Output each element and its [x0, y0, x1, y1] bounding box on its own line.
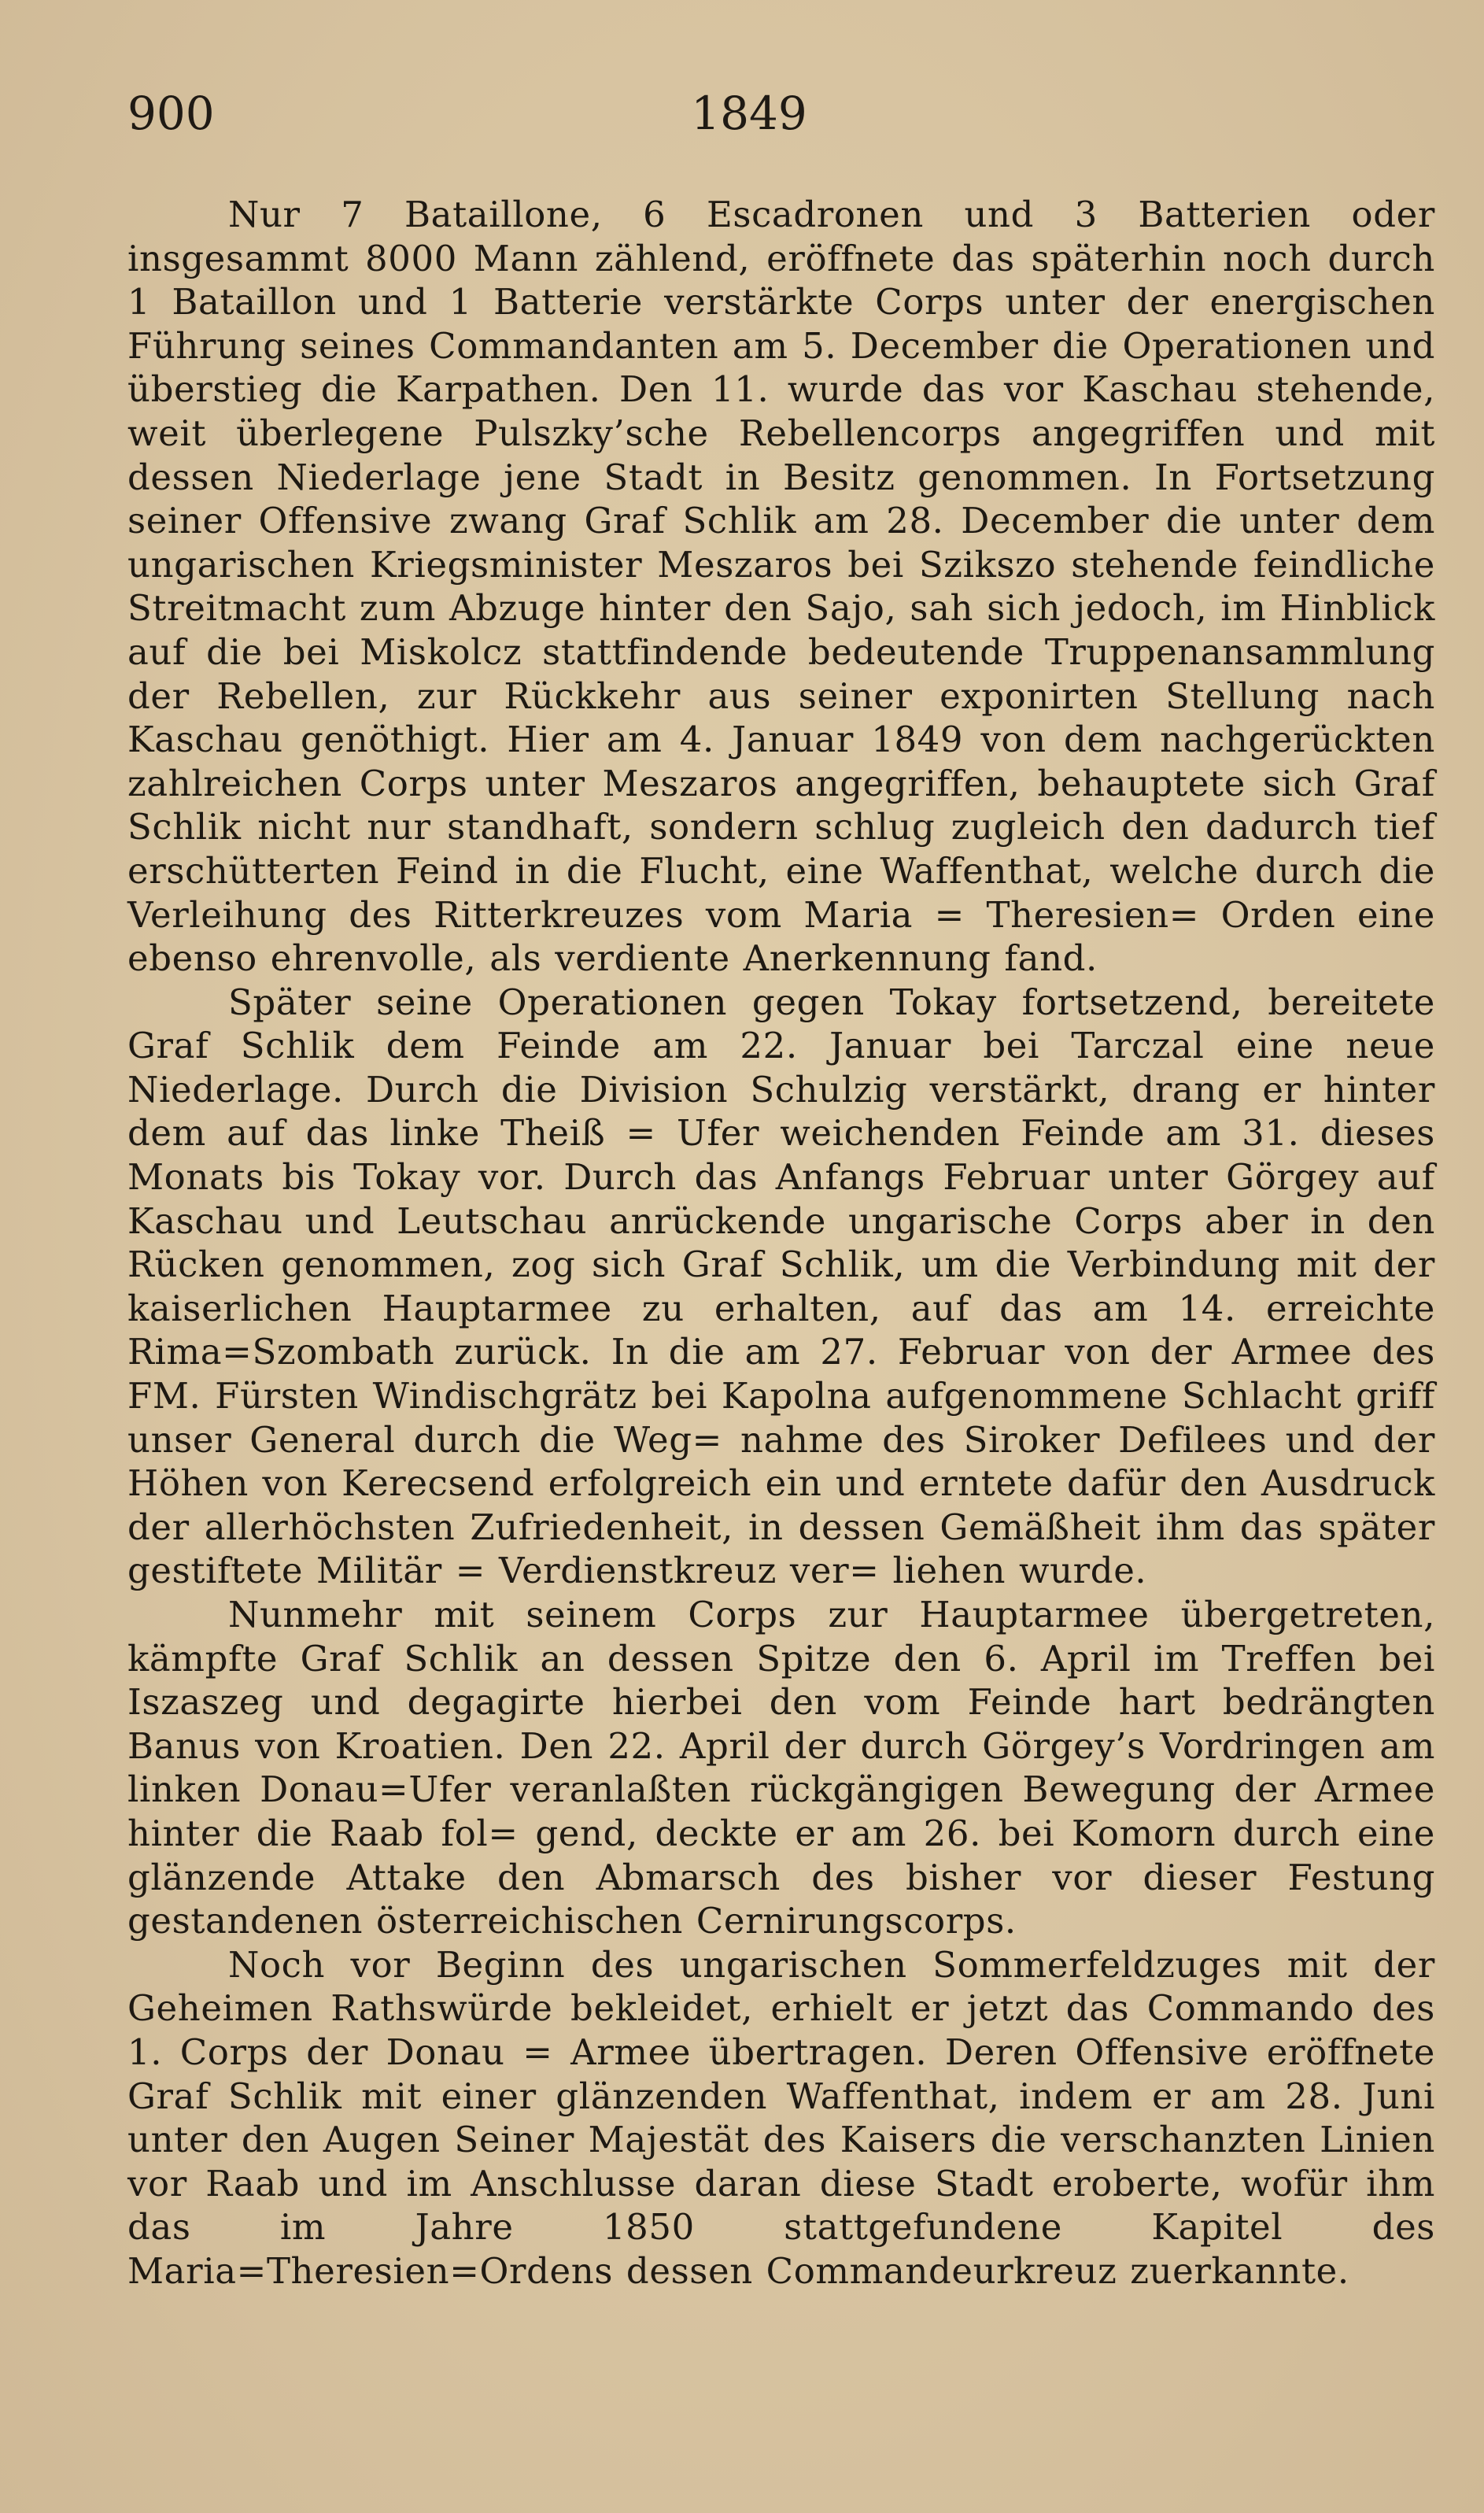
paragraph: Später seine Operationen gegen Tokay fortsetzend, bereitete Graf Schlik dem Feinde am 22. Januar bei Tarczal eine neue Niederlage. Durch die Division Schulzig verstärkt, drang er hinter dem auf das linke Theiß = Ufer weichenden Feinde am 31. dieses Monats bis Tokay vor. Durch das Anfangs Februar unter Görgey auf Kaschau und Leutschau anrückende ungarische Corps aber in den Rücken genommen, zog sich Graf Schlik, um die Verbindung mit der kaiserlichen Hauptarmee zu erhalten, auf das am 14. erreichte Rima=Szombath zurück. In die am 27. Februar von der Armee des FM. Fürsten Windischgrätz bei Kapolna aufgenommene Schlacht griff unser General durch die Weg= nahme des Siroker Defilees und der Höhen von Kerecsend erfolgreich ein und erntete dafür den Ausdruck der allerhöchsten Zufriedenheit, in dessen Gemäßheit ihm das später gestiftete Militär = Verdienstkreuz ver= liehen wurde.	[127, 981, 1435, 1592]
running-head-year: 1849	[691, 87, 807, 140]
paragraph: Nunmehr mit seinem Corps zur Hauptarmee übergetreten, kämpfte Graf Schlik an dessen Spitze den 6. April im Treffen bei Iszaszeg und degagirte hierbei den vom Feinde hart bedrängten Banus von Kroatien. Den 22. April der durch Görgey’s Vordringen am linken Donau=Ufer veranlaßten rückgängigen Bewegung der Armee hinter die Raab fol= gend, deckte er am 26. bei Komorn durch eine glänzende Attake den Abmarsch des bisher vor dieser Festung gestandenen österreichischen Cernirungscorps.	[127, 1594, 1435, 1942]
page-number: 900	[127, 87, 215, 140]
page-header	[127, 87, 1371, 157]
paragraph: Noch vor Beginn des ungarischen Sommerfeldzuges mit der Geheimen Rathswürde bekleidet, erhielt er jetzt das Commando des 1. Corps der Donau = Armee übertragen. Deren Offensive eröffnete Graf Schlik mit einer glänzenden Waffenthat, indem er am 28. Juni unter den Augen Seiner Majestät des Kaisers die verschanzten Linien vor Raab und im Anschlusse daran diese Stadt eroberte, wofür ihm das im Jahre 1850 stattgefundene Kapitel des Maria=Theresien=Ordens dessen Commandeurkreuz zuerkannte.	[127, 1943, 1435, 2292]
paragraph: Nur 7 Bataillone, 6 Escadronen und 3 Batterien oder insgesammt 8000 Mann zählend, eröffnete das späterhin noch durch 1 Bataillon und 1 Batterie verstärkte Corps unter der energischen Führung seines Commandanten am 5. December die Operationen und überstieg die Karpathen. Den 11. wurde das vor Kaschau stehende, weit überlegene Pulszky’sche Rebellencorps angegriffen und mit dessen Niederlage jene Stadt in Besitz genommen. In Fortsetzung seiner Offensive zwang Graf Schlik am 28. December die unter dem ungarischen Kriegsminister Meszaros bei Szikszo stehende feindliche Streitmacht zum Abzuge hinter den Sajo, sah sich jedoch, im Hinblick auf die bei Miskolcz stattfindende bedeutende Truppenansammlung der Rebellen, zur Rückkehr aus seiner exponirten Stellung nach Kaschau genöthigt. Hier am 4. Januar 1849 von dem nachgerückten zahlreichen Corps unter Meszaros angegriffen, behauptete sich Graf Schlik nicht nur standhaft, sondern schlug zugleich den dadurch tief erschütterten Feind in die Flucht, eine Waffenthat, welche durch die Verleihung des Ritterkreuzes vom Maria = Theresien= Orden eine ebenso ehrenvolle, als verdiente Anerkennung fand.	[127, 194, 1435, 980]
body-text	[127, 193, 1435, 2293]
